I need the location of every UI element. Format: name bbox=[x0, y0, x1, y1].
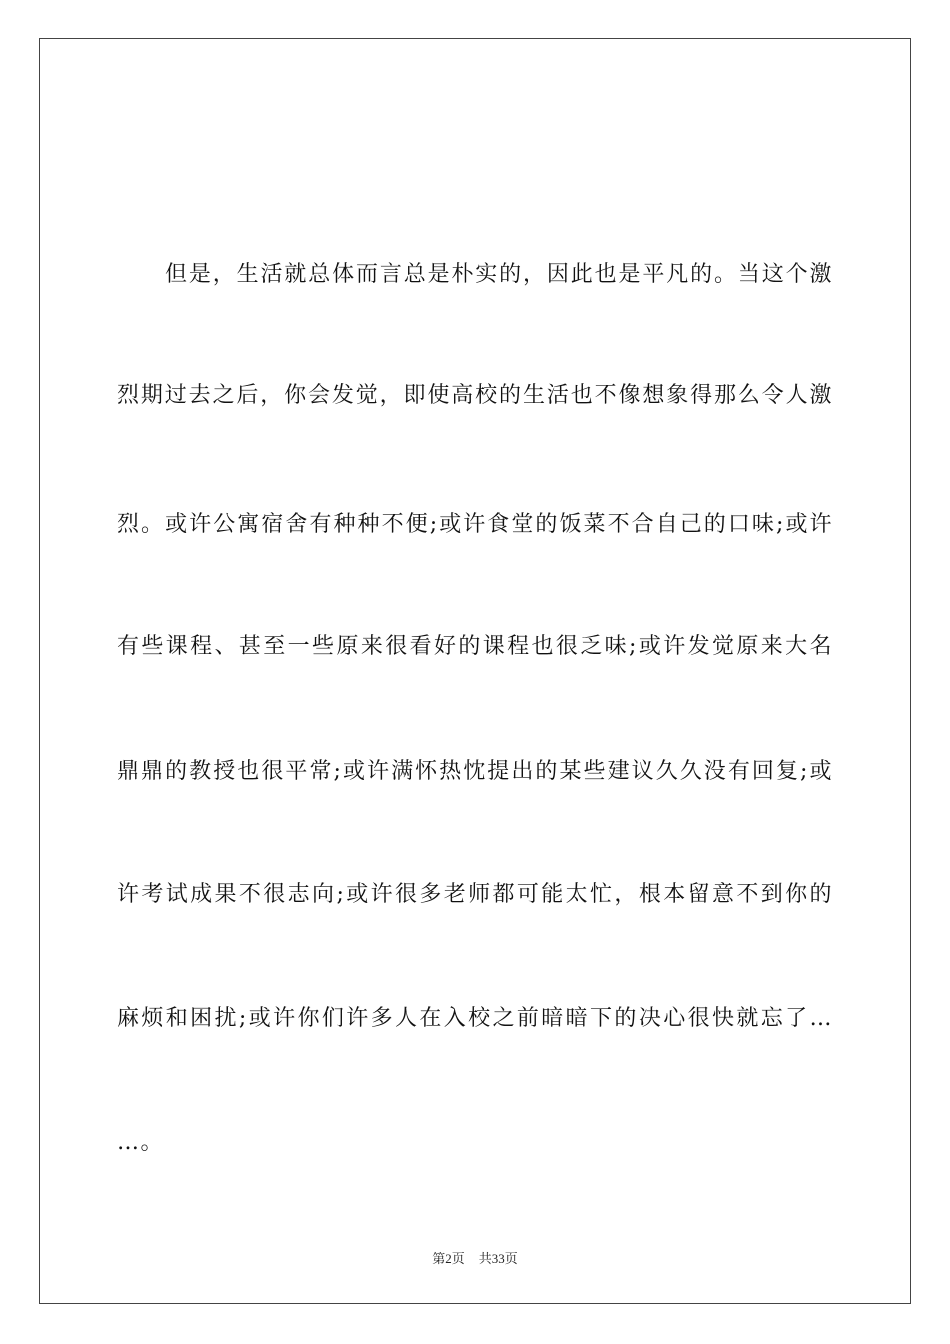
paragraph-line: 许考试成果不很志向;或许很多老师都可能太忙，根本留意不到你的 bbox=[117, 882, 833, 907]
paragraph-line: 烈期过去之后，你会发觉，即使高校的生活也不像想象得那么令人激 bbox=[117, 383, 833, 408]
page-number: 第2页 bbox=[432, 1251, 465, 1266]
page-frame bbox=[39, 38, 911, 1304]
paragraph-line: 但是，生活就总体而言总是朴实的，因此也是平凡的。当这个激 bbox=[165, 262, 833, 287]
paragraph-line: …。 bbox=[117, 1130, 165, 1155]
page-footer bbox=[0, 1248, 950, 1267]
paragraph-line: 鼎鼎的教授也很平常;或许满怀热忱提出的某些建议久久没有回复;或 bbox=[117, 759, 833, 784]
paragraph-line: 有些课程、甚至一些原来很看好的课程也很乏味;或许发觉原来大名 bbox=[117, 634, 833, 659]
page-total: 共33页 bbox=[478, 1251, 518, 1266]
paragraph-line: 麻烦和困扰;或许你们许多人在入校之前暗暗下的决心很快就忘了… bbox=[117, 1006, 833, 1031]
paragraph-line: 烈。或许公寓宿舍有种种不便;或许食堂的饭菜不合自己的口味;或许 bbox=[117, 512, 833, 537]
